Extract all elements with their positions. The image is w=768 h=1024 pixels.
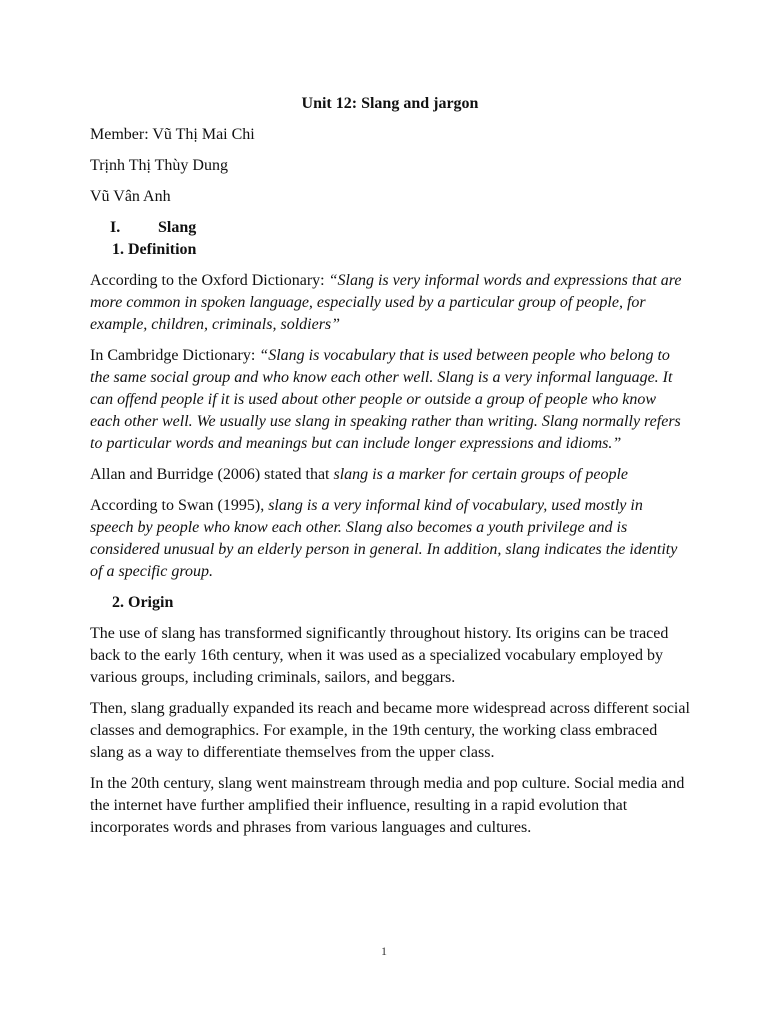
definition-source: According to the Oxford Dictionary:	[90, 272, 329, 289]
subheading-number: 2.	[112, 594, 124, 611]
subheading-title: Origin	[128, 594, 174, 611]
subheading-number: 1.	[112, 241, 124, 258]
definition-cambridge	[90, 345, 690, 455]
page-number: 1	[381, 944, 387, 958]
document-title: Unit 12: Slang and jargon	[301, 95, 479, 112]
definition-source: In Cambridge Dictionary:	[90, 347, 260, 364]
definition-quote: “Slang is very informal words and expressions that are more common in spoken language, especially used by a particular group of people, for example, children, criminals, soldiers”	[90, 272, 682, 333]
section-title: Slang	[158, 219, 197, 236]
definition-oxford	[90, 270, 690, 336]
subheading-title: Definition	[128, 241, 197, 258]
document-body	[90, 93, 690, 848]
section-heading-slang	[90, 217, 690, 239]
definition-allan-burridge	[90, 464, 690, 486]
definition-quote: “Slang is vocabulary that is used between people who belong to the same social group and who know each other well. Slang is a very informal language. It can offend people if it is used about other people or outside a group of people who know each other well. We usually use slang in speaking rather than writing. Slang normally refers to particular words and meanings but can include longer expressions and idioms.”	[90, 347, 681, 452]
definition-source: According to Swan (1995),	[90, 497, 269, 514]
origin-paragraph-2: Then, slang gradually expanded its reach and became more widespread across different social classes and demographics. For example, in the 19th century, the working class embraced slang as a way to differentiate themselves from the upper class.	[90, 700, 690, 761]
origin-paragraph-1: The use of slang has transformed significantly throughout history. Its origins can be traced back to the early 16th century, when it was used as a specialized vocabulary employed by various groups, including criminals, sailors, and beggars.	[90, 625, 669, 686]
origin-paragraph-3: In the 20th century, slang went mainstream through media and pop culture. Social media and the internet have further amplified their influence, resulting in a rapid evolution that incorporates words and phrases from various languages and cultures.	[90, 775, 685, 836]
member-line-1: Member: Vũ Thị Mai Chi	[90, 126, 255, 143]
subheading-definition	[90, 239, 690, 261]
member-line-3: Vũ Vân Anh	[90, 188, 171, 205]
definition-source: Allan and Burridge (2006) stated that	[90, 466, 334, 483]
definition-quote: slang is a very informal kind of vocabulary, used mostly in speech by people who know each other. Slang also becomes a youth privilege and is considered unusual by an elderly person in general. In addition, slang indicates the identity of a specific group.	[90, 497, 678, 580]
definition-quote: slang is a marker for certain groups of people	[333, 466, 628, 483]
member-line-2: Trịnh Thị Thùy Dung	[90, 157, 228, 174]
section-number: I.	[110, 219, 121, 236]
definition-swan	[90, 495, 690, 583]
subheading-origin	[90, 592, 690, 614]
